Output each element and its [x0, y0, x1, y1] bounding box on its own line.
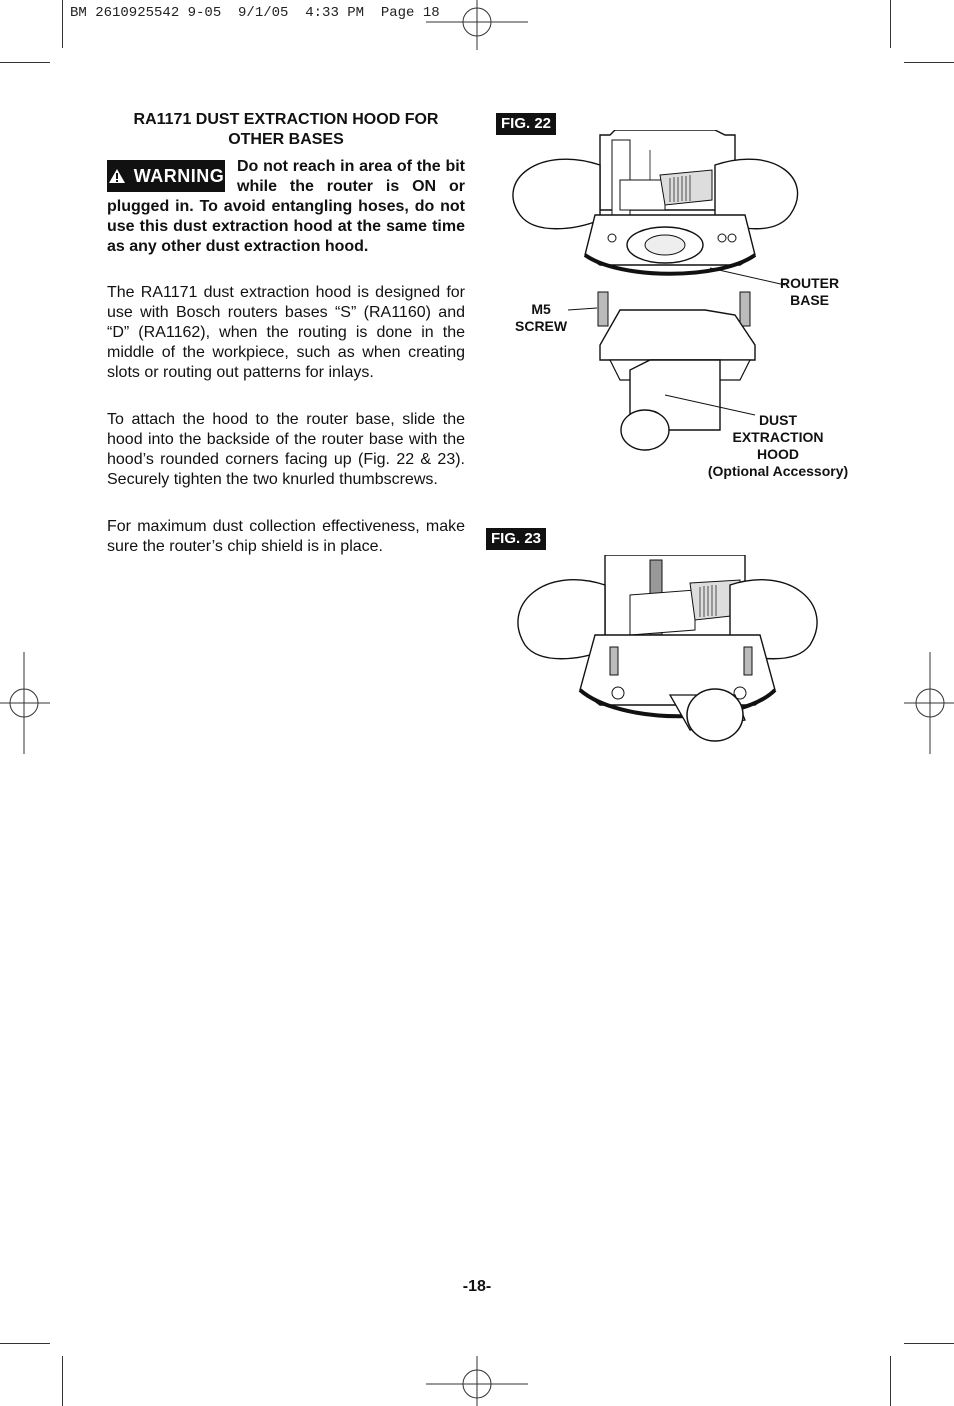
- printer-slug: BM 2610925542 9-05 9/1/05 4:33 PM Page 18: [70, 5, 440, 21]
- warning-block: [107, 157, 465, 257]
- callout-m5-screw: M5 SCREW: [515, 301, 568, 334]
- registration-mark-icon: [904, 652, 954, 754]
- registration-mark-icon: [426, 1356, 528, 1406]
- fig-23-assembled-illustration: [510, 555, 830, 745]
- crop-mark: [890, 0, 891, 48]
- crop-mark: [890, 1356, 891, 1406]
- crop-mark: [0, 1343, 50, 1344]
- warning-triangle-icon: [108, 168, 126, 184]
- registration-mark-icon: [0, 652, 50, 754]
- crop-mark: [904, 1343, 954, 1344]
- paragraph-dust-collection-tip: For maximum dust collection effectiveness, make sure the router’s chip shield is in place.: [107, 518, 465, 555]
- warning-text: Do not reach in area of the bit while the router is ON or plugged in. To avoid entangling hoses, do not use this dust extraction hood at the same time as any other dust extraction hood.: [107, 158, 465, 255]
- crop-mark: [62, 1356, 63, 1406]
- warning-label: WARNING: [133, 166, 225, 186]
- fig-22-router-base-illustration: [500, 130, 800, 460]
- crop-mark: [904, 62, 954, 63]
- page-number: -18-: [462, 1278, 492, 1295]
- registration-mark-icon: [426, 0, 528, 50]
- callout-router-base: ROUTER BASE: [780, 275, 840, 308]
- paragraph-description: The RA1171 dust extraction hood is designed for use with Bosch routers bases “S” (RA1160) and “D” (RA1162), when the routing is done in the middle of the workpiece, such as when creating slots or routing out patterns for inlays.: [107, 284, 465, 381]
- callout-dust-extraction-hood: DUST EXTRACTION HOOD (Optional Accessory): [707, 412, 849, 479]
- crop-mark: [0, 62, 50, 63]
- fig-23-label: FIG. 23: [486, 528, 546, 550]
- fig-22-label: FIG. 22: [496, 113, 556, 135]
- paragraph-attach-instructions: To attach the hood to the router base, slide the hood into the backside of the router base with the hood’s rounded corners facing up (Fig. 22 & 23). Securely tighten the two knurled thumbscrews.: [107, 411, 465, 488]
- section-title: RA1171 DUST EXTRACTION HOOD FOR OTHER BASES: [133, 111, 439, 148]
- crop-mark: [62, 0, 63, 48]
- warning-badge: [107, 160, 225, 192]
